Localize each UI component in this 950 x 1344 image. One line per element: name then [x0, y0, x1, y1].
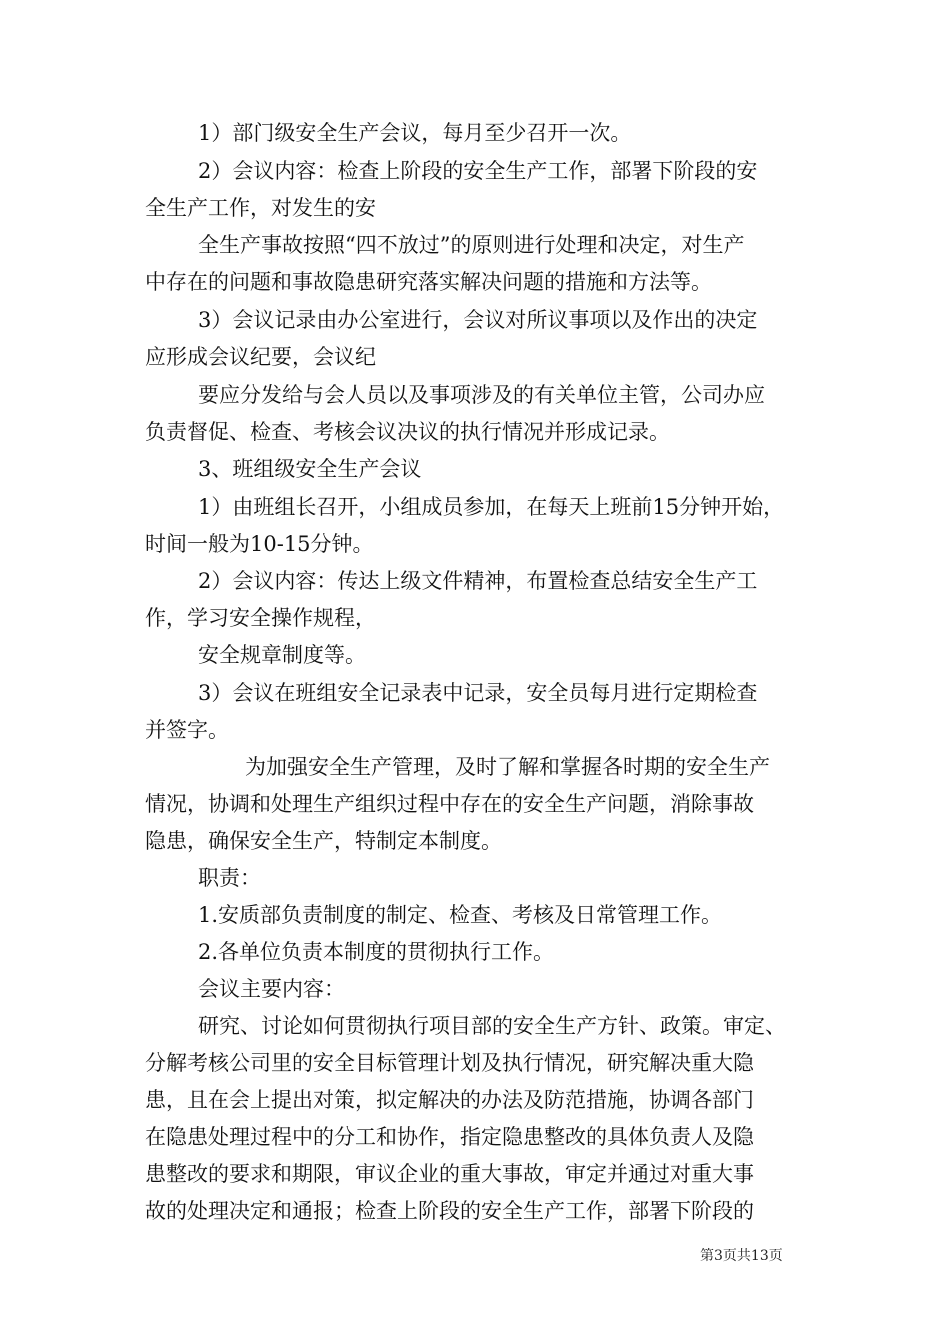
text-line: 1.安质部负责制度的制定、检查、考核及日常管理工作。	[198, 903, 723, 927]
text-line: 时间一般为10-15分钟。	[145, 532, 374, 556]
text-line: 负责督促、检查、考核会议决议的执行情况并形成记录。	[145, 420, 670, 444]
text-line: 患，且在会上提出对策，拟定解决的办法及防范措施，协调各部门	[145, 1088, 754, 1112]
text-line: 隐患，确保安全生产，特制定本制度。	[145, 829, 502, 853]
text-line: 全生产事故按照“四不放过”的原则进行处理和决定，对生产	[198, 233, 745, 257]
text-line: 1）部门级安全生产会议，每月至少召开一次。	[198, 121, 632, 145]
text-line: 分解考核公司里的安全目标管理计划及执行情况，研究解决重大隐	[145, 1051, 754, 1075]
text-line: 情况，协调和处理生产组织过程中存在的安全生产问题，消除事故	[145, 792, 754, 816]
text-line: 安全规章制度等。	[198, 643, 366, 667]
text-line: 在隐患处理过程中的分工和协作，指定隐患整改的具体负责人及隐	[145, 1125, 754, 1149]
section-heading: 3、班组级安全生产会议	[198, 457, 422, 481]
text-line: 中存在的问题和事故隐患研究落实解决问题的措施和方法等。	[145, 270, 712, 294]
text-line: 全生产工作，对发生的安	[145, 196, 376, 220]
text-line: 会议主要内容：	[198, 977, 345, 1001]
text-line: 为加强安全生产管理，及时了解和掌握各时期的安全生产	[245, 755, 770, 779]
text-line: 3）会议在班组安全记录表中记录，安全员每月进行定期检查	[198, 681, 758, 705]
text-line: 要应分发给与会人员以及事项涉及的有关单位主管，公司办应	[198, 383, 765, 407]
text-line: 患整改的要求和期限，审议企业的重大事故，审定并通过对重大事	[145, 1162, 754, 1186]
text-line: 2.各单位负责本制度的贯彻执行工作。	[198, 940, 555, 964]
text-line: 2）会议内容：检查上阶段的安全生产工作，部署下阶段的安	[198, 159, 758, 183]
text-line: 1）由班组长召开，小组成员参加，在每天上班前15分钟开始，	[198, 495, 785, 519]
text-line: 故的处理决定和通报；检查上阶段的安全生产工作，部署下阶段的	[145, 1199, 754, 1223]
text-line: 职责：	[198, 866, 261, 890]
text-line: 并签字。	[145, 718, 229, 742]
text-line: 作，学习安全操作规程，	[145, 606, 376, 630]
text-line: 3）会议记录由办公室进行，会议对所议事项以及作出的决定	[198, 308, 758, 332]
page-number: 第3页共13页	[700, 1248, 783, 1264]
text-line: 2）会议内容：传达上级文件精神，布置检查总结安全生产工	[198, 569, 758, 593]
text-line: 研究、讨论如何贯彻执行项目部的安全生产方针、政策。审定、	[198, 1014, 786, 1038]
text-line: 应形成会议纪要，会议纪	[145, 345, 376, 369]
